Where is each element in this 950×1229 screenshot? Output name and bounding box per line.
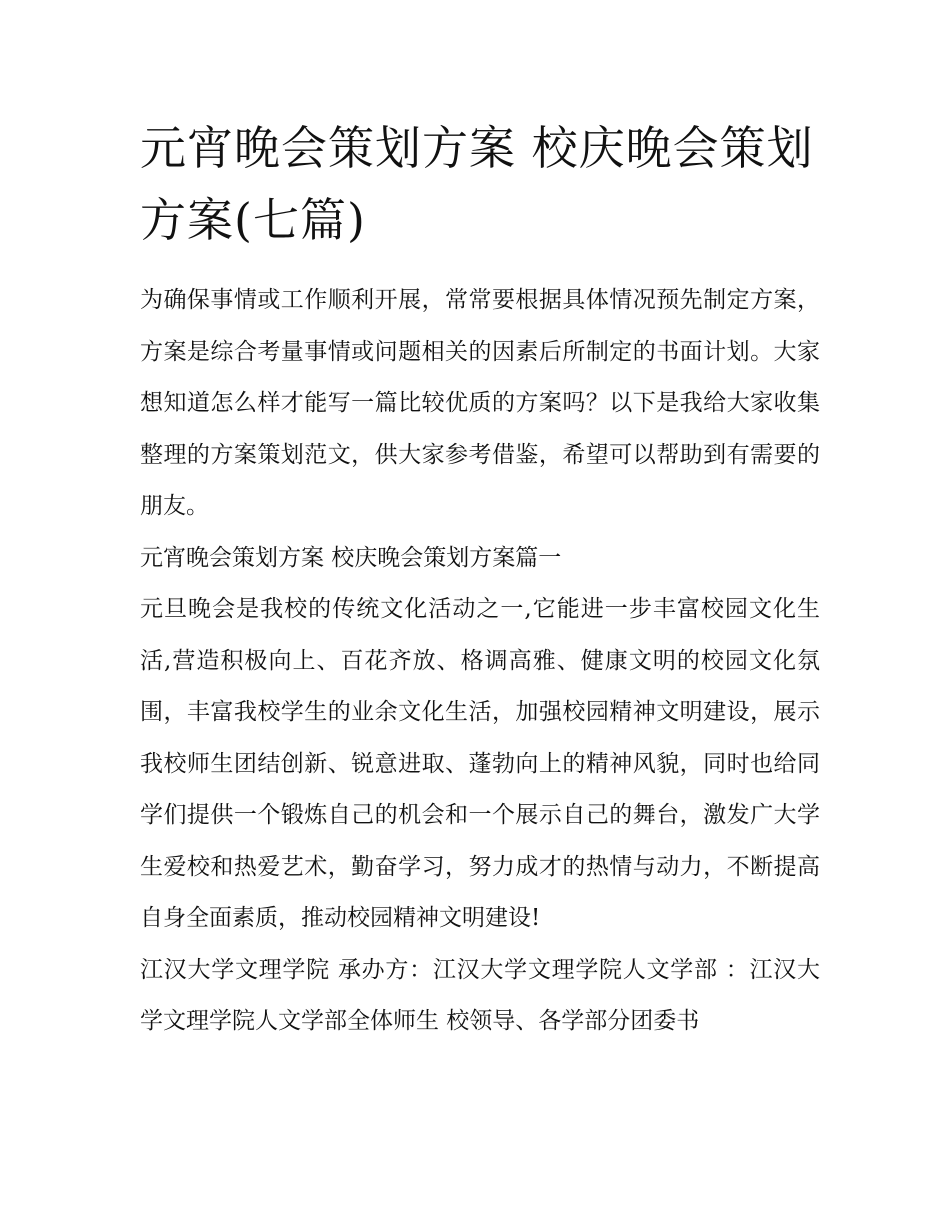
intro-paragraph: 为确保事情或工作顺利开展，常常要根据具体情况预先制定方案，方案是综合考量事情或问题相关的因素后所制定的书面计划。大家想知道怎么样才能写一篇比较优质的方案吗？以下是我给大家收集整理的方案策划范文，供大家参考借鉴，希望可以帮助到有需要的朋友。	[140, 287, 820, 519]
document-title: 元宵晚会策划方案 校庆晚会策划方案(七篇)	[140, 121, 814, 247]
section-heading: 元宵晚会策划方案 校庆晚会策划方案篇一	[140, 544, 562, 571]
document-body	[140, 275, 820, 1048]
organizer-paragraph: 江汉大学文理学院 承办方：江汉大学文理学院人文学部 ：江汉大学文理学院人文学部全体师生 校领导、各学部分团委书	[140, 956, 820, 1034]
body-paragraph: 元旦晚会是我校的传统文化活动之一,它能进一步丰富校园文化生活,营造积极向上、百花齐放、格调高雅、健康文明的校园文化氛围，丰富我校学生的业余文化生活，加强校园精神文明建设，展示我校师生团结创新、锐意进取、蓬勃向上的精神风貌，同时也给同学们提供一个锻炼自己的机会和一个展示自己的舞台，激发广大学生爱校和热爱艺术，勤奋学习，努力成才的热情与动力，不断提高自身全面素质，推动校园精神文明建设!	[140, 596, 820, 931]
